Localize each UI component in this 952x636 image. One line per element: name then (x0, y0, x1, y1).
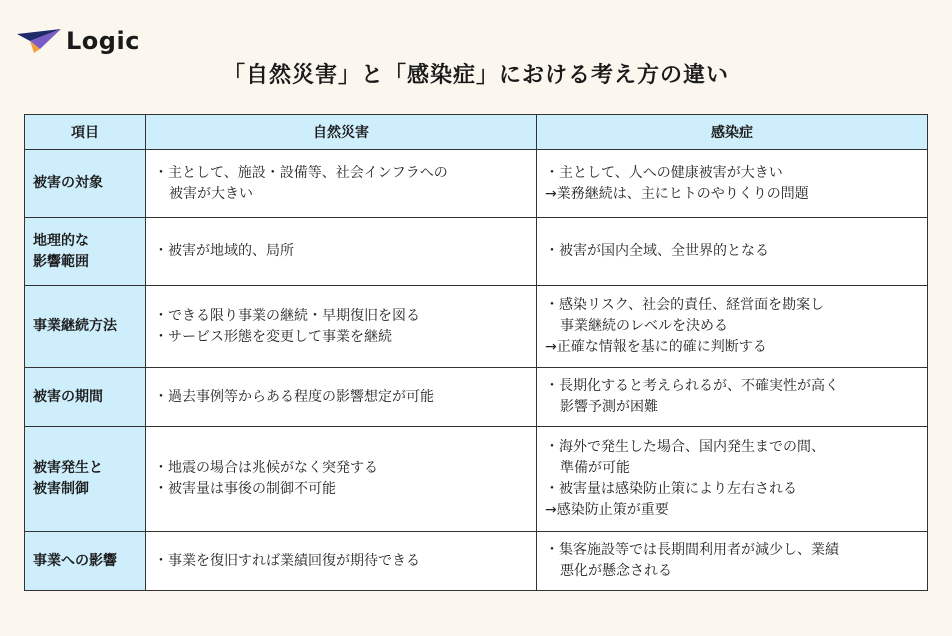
comparison-table (24, 114, 928, 591)
cell-line: ・集客施設等では長期間利用者が減少し、業績 (545, 542, 839, 558)
cell-line: →感染防止策が重要 (545, 502, 669, 518)
table-row (25, 218, 928, 286)
table-row (25, 368, 928, 427)
cell-line: 影響予測が困難 (560, 399, 658, 415)
cell-line: 悪化が懸念される (560, 563, 672, 579)
cell-line: →正確な情報を基に的確に判断する (545, 339, 767, 355)
cell-line: ・感染リスク、社会的責任、経営面を勘案し (545, 297, 825, 313)
row-label (25, 532, 146, 591)
logic-logo (16, 26, 140, 56)
disaster-cell (146, 218, 537, 286)
disaster-cell (146, 286, 537, 368)
cell-line: ・過去事例等からある程度の影響想定が可能 (154, 388, 434, 405)
row-label (25, 218, 146, 286)
cell-line: ・被害が国内全域、全世界的となる (545, 243, 769, 259)
cell-line: ・サービス形態を変更して事業を継続 (154, 328, 392, 345)
infection-cell (537, 150, 928, 218)
row-label-line: 事業継続方法 (33, 318, 117, 334)
infection-cell (537, 218, 928, 286)
cell-line: 事業継続のレベルを決める (560, 318, 728, 334)
cell-line: ・海外で発生した場合、国内発生までの間、 (545, 439, 825, 455)
row-label-line: 被害の対象 (33, 175, 103, 191)
header-disaster: 自然災害 (146, 115, 537, 150)
infection-cell (537, 532, 928, 591)
disaster-cell (146, 532, 537, 591)
table-row (25, 532, 928, 591)
header-item: 項目 (25, 115, 146, 150)
disaster-cell (146, 368, 537, 427)
logo-text: Logic (66, 27, 140, 55)
table-row (25, 150, 928, 218)
infection-cell (537, 286, 928, 368)
cell-line: ・事業を復旧すれば業績回復が期待できる (154, 552, 420, 569)
cell-line: ・できる限り事業の継続・早期復旧を図る (154, 307, 420, 324)
page-title: 「自然災害」と「感染症」における考え方の違い (222, 63, 729, 88)
table-header-row (25, 115, 928, 150)
row-label-line: 被害制御 (33, 481, 89, 497)
row-label-line: 事業への影響 (33, 552, 117, 569)
cell-line: ・被害量は感染防止策により左右される (545, 481, 797, 497)
infection-cell (537, 368, 928, 427)
row-label-line: 地理的な (33, 232, 89, 249)
disaster-cell (146, 150, 537, 218)
cell-line: ・被害量は事後の制御不可能 (154, 481, 336, 497)
header-infection: 感染症 (537, 115, 928, 150)
row-label (25, 286, 146, 368)
row-label (25, 150, 146, 218)
cell-line: ・長期化すると考えられるが、不確実性が高く (545, 378, 839, 394)
disaster-cell (146, 427, 537, 532)
row-label-line: 被害の期間 (33, 388, 103, 405)
table-row (25, 286, 928, 368)
row-label-line: 被害発生と (33, 460, 103, 476)
infection-cell (537, 427, 928, 532)
cell-line: 準備が可能 (560, 460, 630, 476)
row-label-line: 影響範囲 (33, 253, 89, 270)
paper-plane-logo-icon (16, 28, 62, 54)
row-label (25, 427, 146, 532)
cell-line: ・主として、人への健康被害が大きい (545, 164, 783, 181)
cell-line: →業務継続は、主にヒトのやりくりの問題 (545, 185, 809, 202)
cell-line: ・被害が地域的、局所 (154, 243, 294, 259)
table-row (25, 427, 928, 532)
cell-line: ・主として、施設・設備等、社会インフラへの (154, 164, 448, 181)
cell-line: 被害が大きい (169, 185, 253, 202)
row-label (25, 368, 146, 427)
cell-line: ・地震の場合は兆候がなく突発する (154, 460, 378, 476)
